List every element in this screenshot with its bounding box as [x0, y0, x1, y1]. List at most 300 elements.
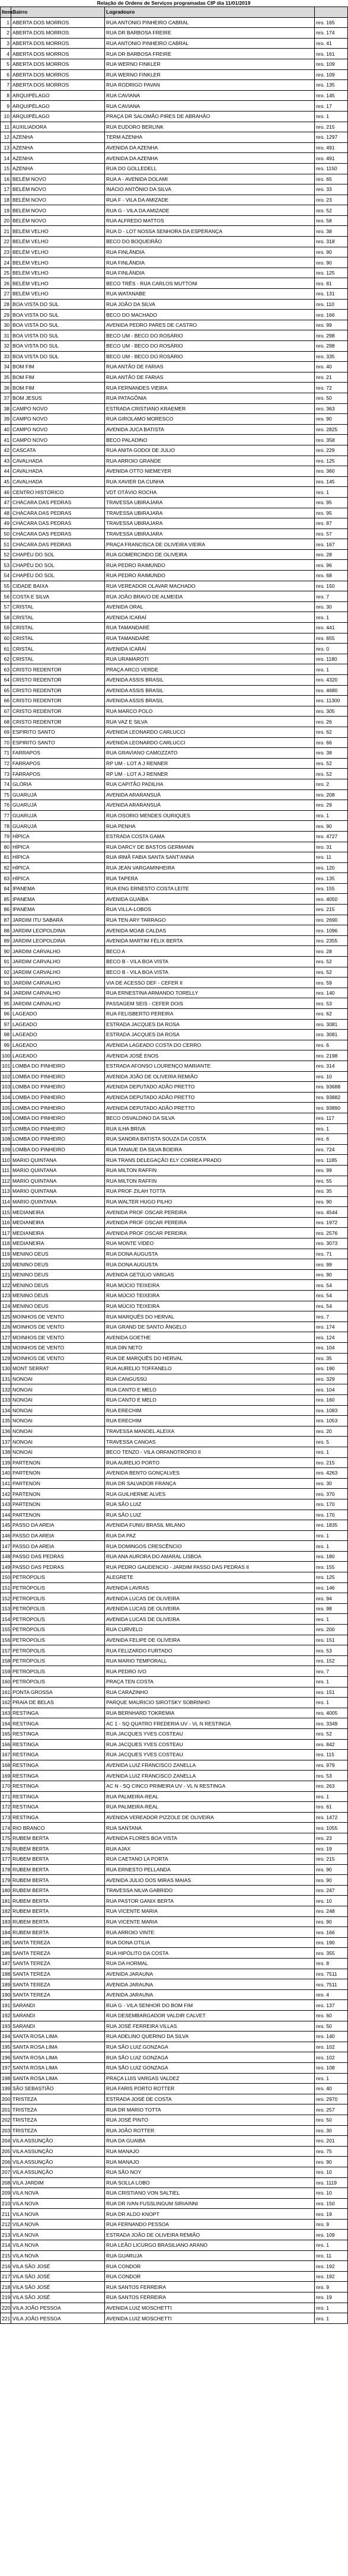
cell-item: 100 — [1, 1050, 11, 1061]
cell-item: 184 — [1, 1927, 11, 1938]
table-row — [1, 1791, 348, 1802]
cell-logradouro: AVENIDA ICARAÍ — [105, 644, 315, 654]
cell-bairro: HÍPICA — [11, 831, 105, 842]
cell-item: 143 — [1, 1499, 11, 1510]
cell-numero: nro. 165 — [315, 17, 348, 28]
table-row — [1, 644, 348, 654]
table-row — [1, 414, 348, 425]
cell-logradouro: RUA SÃO LUIZ GONZAGA — [105, 2052, 315, 2063]
cell-item: 162 — [1, 1698, 11, 1708]
cell-bairro: NONOAI — [11, 1447, 105, 1457]
cell-bairro: RUBEM BERTA — [11, 1916, 105, 1927]
cell-numero: nro. 65 — [315, 174, 348, 184]
cell-numero: nro. 2825 — [315, 424, 348, 435]
table-row — [1, 717, 348, 727]
cell-logradouro: RUA CAETANO LA PORTA — [105, 1854, 315, 1865]
cell-item: 108 — [1, 1134, 11, 1145]
cell-bairro: RESTINGA — [11, 1708, 105, 1718]
cell-bairro: MENINO DEUS — [11, 1301, 105, 1311]
cell-item: 53 — [1, 560, 11, 571]
cell-item: 180 — [1, 1885, 11, 1896]
cell-logradouro: AVENIDA DEPUTADO ADÃO PRETTO — [105, 1092, 315, 1103]
table-row — [1, 1332, 348, 1343]
cell-logradouro: RUA GOMERCINDO DE OLIVEIRA — [105, 549, 315, 560]
cell-item: 87 — [1, 915, 11, 925]
cell-numero: nro. 19 — [315, 2292, 348, 2303]
cell-numero: nro. 200 — [315, 1625, 348, 1635]
table-row — [1, 2313, 348, 2324]
cell-logradouro: RUA DR BARBOSA FREIRE — [105, 28, 315, 39]
cell-bairro: VILA JARDIM — [11, 2177, 105, 2188]
cell-bairro: CAMPO NOVO — [11, 414, 105, 425]
cell-bairro: JARDIM ITU SABARÁ — [11, 915, 105, 925]
cell-logradouro: RUA MÚCIO TEIXEIRA — [105, 1280, 315, 1291]
cell-logradouro: RUA SÃO LUIZ GONZAGA — [105, 2042, 315, 2052]
cell-numero: nro. 1150 — [315, 163, 348, 174]
table-row — [1, 497, 348, 508]
cell-item: 85 — [1, 894, 11, 905]
cell-bairro: BOM FIM — [11, 362, 105, 372]
table-row — [1, 1499, 348, 1510]
cell-logradouro: RUA PEDRO RAIMUNDO — [105, 571, 315, 581]
cell-item: 31 — [1, 330, 11, 341]
cell-numero: nro. 370 — [315, 1489, 348, 1499]
cell-bairro: LAGEADO — [11, 1030, 105, 1040]
cell-item: 146 — [1, 1530, 11, 1541]
cell-bairro: SANTA ROSA LIMA — [11, 2062, 105, 2073]
table-row — [1, 49, 348, 59]
cell-item: 4 — [1, 49, 11, 59]
table-row — [1, 1040, 348, 1050]
table-row — [1, 831, 348, 842]
cell-numero: nro. 4005 — [315, 1708, 348, 1718]
cell-numero: nro. 20 — [315, 1426, 348, 1437]
table-row — [1, 789, 348, 800]
cell-item: 141 — [1, 1478, 11, 1489]
cell-numero: nro. 174 — [315, 1322, 348, 1332]
cell-numero: nro. 30 — [315, 2125, 348, 2136]
cell-numero: nro. 71 — [315, 1249, 348, 1259]
cell-numero: nro. 2 — [315, 779, 348, 789]
cell-bairro: SANTA TEREZA — [11, 1989, 105, 2000]
table-row — [1, 810, 348, 821]
cell-bairro: CRISTAL — [11, 644, 105, 654]
cell-numero: nro. 229 — [315, 445, 348, 456]
cell-item: 214 — [1, 2240, 11, 2251]
cell-numero: nro. 90 — [315, 1269, 348, 1280]
table-row — [1, 977, 348, 988]
cell-logradouro: RUA PROF ZILAH TOTTA — [105, 1186, 315, 1197]
cell-numero: nro. 35 — [315, 1353, 348, 1364]
cell-item: 34 — [1, 362, 11, 372]
cell-logradouro: RUA WERNO FINKLER — [105, 59, 315, 69]
cell-item: 215 — [1, 2250, 11, 2261]
cell-numero: nro. 146 — [315, 1582, 348, 1593]
table-row — [1, 1301, 348, 1311]
cell-logradouro: RUA ERECHIM — [105, 1416, 315, 1426]
cell-numero: nro. 441 — [315, 623, 348, 633]
table-row — [1, 1113, 348, 1123]
table-row — [1, 195, 348, 205]
table-row — [1, 915, 348, 925]
cell-logradouro: TRAVESSA UBIRAJARA — [105, 518, 315, 529]
cell-logradouro: AVENIDA LUCAS DE OLIVEIRA — [105, 1593, 315, 1604]
cell-logradouro: RUA ANA AURORA DO AMARAL LISBOA — [105, 1551, 315, 1562]
cell-logradouro: AVENIDA PROF OSCAR PEREIRA — [105, 1207, 315, 1218]
cell-numero: nro. 7511 — [315, 1969, 348, 1979]
table-row — [1, 226, 348, 237]
cell-numero: nro. 4050 — [315, 894, 348, 905]
cell-item: 194 — [1, 2031, 11, 2042]
cell-logradouro: RUA AURELIO TOFFANELO — [105, 1364, 315, 1374]
cell-numero: nro. 125 — [315, 268, 348, 278]
table-row — [1, 310, 348, 320]
cell-item: 200 — [1, 2094, 11, 2104]
table-row — [1, 38, 348, 49]
cell-bairro: MOINHOS DE VENTO — [11, 1311, 105, 1322]
cell-numero: nro. 8 — [315, 1959, 348, 1969]
cell-bairro: FARRAPOS — [11, 748, 105, 759]
cell-logradouro: RUA JEAN VARGAMINHEIRA — [105, 862, 315, 873]
table-row — [1, 1760, 348, 1771]
cell-item: 153 — [1, 1603, 11, 1614]
cell-bairro: BELÉM NOVO — [11, 174, 105, 184]
cell-logradouro: RUA F - VILA DA AMIZADE — [105, 195, 315, 205]
cell-logradouro: RUA JACQUES YVES COSTEAU — [105, 1728, 315, 1739]
cell-numero: nro. 335 — [315, 351, 348, 362]
cell-numero: nro. 120 — [315, 862, 348, 873]
cell-logradouro: AVENIDA PROF OSCAR PEREIRA — [105, 1217, 315, 1228]
cell-item: 179 — [1, 1875, 11, 1886]
table-row — [1, 2115, 348, 2125]
cell-bairro: CHÁCARA DAS PEDRAS — [11, 497, 105, 508]
table-row — [1, 435, 348, 445]
cell-item: 136 — [1, 1426, 11, 1437]
cell-item: 137 — [1, 1437, 11, 1447]
cell-item: 46 — [1, 487, 11, 498]
cell-bairro: PASSO DA AREIA — [11, 1541, 105, 1552]
cell-logradouro: RUA DR MARIO TOTTA — [105, 2104, 315, 2115]
table-row — [1, 894, 348, 905]
cell-numero: nro. 1835 — [315, 1520, 348, 1531]
cell-bairro: MARIO QUINTANA — [11, 1165, 105, 1176]
cell-item: 127 — [1, 1332, 11, 1343]
cell-item: 30 — [1, 320, 11, 330]
table-row — [1, 2303, 348, 2313]
cell-numero: nro. 17 — [315, 101, 348, 112]
cell-logradouro: AVENIDA ARARANSUÁ — [105, 789, 315, 800]
cell-logradouro: RUA URAMAROTI — [105, 654, 315, 664]
cell-item: 44 — [1, 466, 11, 477]
table-row — [1, 528, 348, 539]
cell-item: 32 — [1, 341, 11, 352]
table-row — [1, 852, 348, 863]
table-row — [1, 1728, 348, 1739]
cell-bairro: CAMPO NOVO — [11, 435, 105, 445]
cell-bairro: CHÁCARA DAS PEDRAS — [11, 518, 105, 529]
cell-bairro: CIDADE BAIXA — [11, 581, 105, 591]
cell-numero: nro. 6 — [315, 1040, 348, 1050]
table-row — [1, 1666, 348, 1677]
cell-item: 21 — [1, 226, 11, 237]
table-row — [1, 1582, 348, 1593]
cell-item: 43 — [1, 456, 11, 466]
table-row — [1, 69, 348, 80]
cell-numero: nro. 151 — [315, 1635, 348, 1645]
cell-numero: nro. 137 — [315, 2000, 348, 2011]
cell-logradouro: RUA DESEMBARGADOR VALDIR CALVET — [105, 2011, 315, 2021]
cell-item: 121 — [1, 1269, 11, 1280]
table-row — [1, 1394, 348, 1405]
cell-numero: nro. 59 — [315, 977, 348, 988]
cell-numero: nro. 2690 — [315, 915, 348, 925]
cell-bairro: MOINHOS DE VENTO — [11, 1343, 105, 1354]
cell-item: 16 — [1, 174, 11, 184]
table-row — [1, 539, 348, 550]
cell-item: 45 — [1, 476, 11, 487]
table-row — [1, 466, 348, 477]
cell-bairro: IPANEMA — [11, 894, 105, 905]
cell-item: 193 — [1, 2021, 11, 2031]
cell-item: 47 — [1, 497, 11, 508]
table-row — [1, 1144, 348, 1155]
table-row — [1, 1812, 348, 1823]
cell-numero: nro. 1096 — [315, 925, 348, 936]
cell-item: 111 — [1, 1165, 11, 1176]
cell-numero: nro. 724 — [315, 1144, 348, 1155]
cell-numero: nro. 90 — [315, 2157, 348, 2167]
table-row — [1, 873, 348, 884]
cell-logradouro: PRAÇA ARCO VERDE — [105, 664, 315, 675]
cell-item: 148 — [1, 1551, 11, 1562]
cell-numero: nro. 2198 — [315, 1050, 348, 1061]
cell-logradouro: RUA DONA AUGUSTA — [105, 1259, 315, 1270]
cell-numero: nro. 99 — [315, 1259, 348, 1270]
cell-item: 75 — [1, 789, 11, 800]
cell-logradouro: RUA MARIO TEMPORALL — [105, 1655, 315, 1666]
table-row — [1, 1155, 348, 1166]
cell-item: 181 — [1, 1896, 11, 1906]
cell-bairro: MOINHOS DE VENTO — [11, 1332, 105, 1343]
table-row — [1, 2292, 348, 2303]
cell-bairro: JARDIM CARVALHO — [11, 977, 105, 988]
table-row — [1, 1937, 348, 1948]
cell-bairro: ARQUIPÉLAGO — [11, 111, 105, 122]
cell-logradouro: RUA AJAX — [105, 1843, 315, 1854]
cell-numero: nro. 1 — [315, 664, 348, 675]
cell-bairro: VILA ASSUNÇÃO — [11, 2146, 105, 2157]
cell-numero: nro. 117 — [315, 1113, 348, 1123]
cell-bairro: LOMBA DO PINHEIRO — [11, 1061, 105, 1071]
cell-item: 171 — [1, 1791, 11, 1802]
cell-numero: nro. 104 — [315, 1384, 348, 1395]
cell-logradouro: RUA JOÃO BRAVO DE ALMEIDA — [105, 591, 315, 602]
cell-bairro: ABERTA DOS MORROS — [11, 80, 105, 91]
table-row — [1, 1259, 348, 1270]
cell-numero: nro. 26 — [315, 717, 348, 727]
cell-item: 159 — [1, 1666, 11, 1677]
cell-bairro: GLÓRIA — [11, 779, 105, 789]
cell-logradouro: AVENIDA BENTO GONÇALVES — [105, 1468, 315, 1479]
table-row — [1, 2021, 348, 2031]
cell-logradouro: RUA SÃO LUIZ — [105, 1510, 315, 1520]
cell-numero: nro. 1 — [315, 1698, 348, 1708]
cell-numero: nro. 52 — [315, 205, 348, 216]
table-row — [1, 1771, 348, 1781]
cell-item: 83 — [1, 873, 11, 884]
cell-bairro: PETRÓPOLIS — [11, 1582, 105, 1593]
cell-numero: nro. 140 — [315, 2031, 348, 2042]
cell-bairro: FARRAPOS — [11, 758, 105, 769]
cell-logradouro: AVENIDA FLORES BOA VISTA — [105, 1833, 315, 1843]
cell-logradouro: PRAÇA FRANCISCA DE OLIVEIRA VIEIRA — [105, 539, 315, 550]
cell-bairro: CAMPO NOVO — [11, 424, 105, 435]
table-row — [1, 957, 348, 967]
cell-logradouro: RUA SANTANA — [105, 1823, 315, 1833]
table-row — [1, 111, 348, 122]
cell-item: 58 — [1, 612, 11, 623]
table-row — [1, 1207, 348, 1218]
cell-numero: nro. 491 — [315, 153, 348, 164]
cell-item: 50 — [1, 528, 11, 539]
table-row — [1, 59, 348, 69]
cell-logradouro: AVENIDA GETÚLIO VARGAS — [105, 1269, 315, 1280]
cell-item: 20 — [1, 215, 11, 226]
cell-numero: nro. 4544 — [315, 1207, 348, 1218]
cell-item: 40 — [1, 424, 11, 435]
cell-numero: nro. 28 — [315, 946, 348, 957]
cell-item: 192 — [1, 2011, 11, 2021]
table-row — [1, 1249, 348, 1259]
cell-bairro: JARDIM CARVALHO — [11, 946, 105, 957]
table-row — [1, 1416, 348, 1426]
table-row — [1, 1269, 348, 1280]
cell-bairro: HÍPICA — [11, 862, 105, 873]
cell-bairro: ABERTA DOS MORROS — [11, 49, 105, 59]
cell-item: 77 — [1, 810, 11, 821]
cell-bairro: NONOAI — [11, 1384, 105, 1395]
cell-numero: nro. 55 — [315, 1176, 348, 1186]
table-row — [1, 247, 348, 257]
cell-bairro: LOMBA DO PINHEIRO — [11, 1103, 105, 1113]
table-row — [1, 90, 348, 101]
cell-numero: nro. 152 — [315, 1655, 348, 1666]
service-orders-table — [0, 7, 348, 2324]
cell-logradouro: RUA MILTON RAFFIN — [105, 1165, 315, 1176]
cell-bairro: RUBEM BERTA — [11, 1927, 105, 1938]
table-row — [1, 1478, 348, 1489]
cell-numero: nro. 192 — [315, 2271, 348, 2282]
table-row — [1, 174, 348, 184]
table-row — [1, 1165, 348, 1176]
cell-numero: nro. 145 — [315, 90, 348, 101]
cell-item: 221 — [1, 2313, 11, 2324]
cell-logradouro: AVENIDA LUIZ MOSCHETTI — [105, 2313, 315, 2324]
cell-item: 165 — [1, 1728, 11, 1739]
table-row — [1, 393, 348, 403]
table-row — [1, 2042, 348, 2052]
cell-bairro: AZENHA — [11, 163, 105, 174]
cell-numero: nro. 166 — [315, 310, 348, 320]
cell-bairro: BOA VISTA DO SUL — [11, 341, 105, 352]
cell-numero: nro. 35 — [315, 1186, 348, 1197]
table-row — [1, 2230, 348, 2240]
cell-logradouro: ESTRADA AFONSO LOURENÇO MARIANTE — [105, 1061, 315, 1071]
cell-bairro: VILA NOVA — [11, 2240, 105, 2251]
cell-numero: nro. 99 — [315, 1165, 348, 1176]
cell-logradouro: RUA MILTON RAFFIN — [105, 1176, 315, 1186]
cell-logradouro: RUA ANTONIO PINHEIRO CABRAL — [105, 38, 315, 49]
cell-logradouro: PRAÇA LUIS VARGAS VALDEZ — [105, 2073, 315, 2084]
cell-logradouro: BECO DO MACHADO — [105, 310, 315, 320]
table-row — [1, 341, 348, 352]
cell-logradouro: AVENIDA ICARAÍ — [105, 612, 315, 623]
cell-numero: nro. 1119 — [315, 2177, 348, 2188]
cell-logradouro: RUA SÃO LUIZ GONZAGA — [105, 2062, 315, 2073]
cell-logradouro: AVENIDA DEPUTADO ADÃO PRETTO — [105, 1103, 315, 1113]
cell-logradouro: ESTRADA JOÃO DE OLIVEIRA REMIÃO — [105, 2230, 315, 2240]
cell-item: 220 — [1, 2303, 11, 2313]
cell-numero: nro. 30 — [315, 1478, 348, 1489]
cell-logradouro: PARQUE MAURICIO SIROTSKY SOBRINHO — [105, 1698, 315, 1708]
cell-item: 39 — [1, 414, 11, 425]
cell-logradouro: RUA ARROIO GRANDE — [105, 456, 315, 466]
table-row — [1, 101, 348, 112]
table-row — [1, 758, 348, 769]
cell-numero: nro. 298 — [315, 330, 348, 341]
cell-numero: nro. 7 — [315, 1666, 348, 1677]
cell-bairro: PARTENON — [11, 1510, 105, 1520]
cell-numero: nro. 54 — [315, 1301, 348, 1311]
cell-numero: nro. 72 — [315, 383, 348, 393]
table-row — [1, 508, 348, 518]
cell-numero: nro. 1 — [315, 1447, 348, 1457]
cell-logradouro: AC N - SQ CINCO PRIMEIRA UV - VL N RESTINGA — [105, 1781, 315, 1791]
cell-logradouro: RUA TAPERA — [105, 873, 315, 884]
cell-logradouro: RUA PEDRO GAUDENCIO - JARDIM PASSO DAS PEDRAS II — [105, 1562, 315, 1572]
cell-numero: nro. 160 — [315, 1394, 348, 1405]
cell-item: 201 — [1, 2104, 11, 2115]
header-numero — [315, 7, 348, 18]
cell-logradouro: AVENIDA JOSÉ ENOS — [105, 1050, 315, 1061]
table-row — [1, 1614, 348, 1625]
cell-bairro: BELÉM NOVO — [11, 195, 105, 205]
table-row — [1, 205, 348, 216]
cell-bairro: LAGEADO — [11, 1050, 105, 1061]
cell-numero: nro. 93890 — [315, 1103, 348, 1113]
cell-bairro: AZENHA — [11, 142, 105, 153]
cell-bairro: HÍPICA — [11, 842, 105, 852]
cell-logradouro: RUA TANAUE DA SILVA BOEIRA — [105, 1144, 315, 1155]
cell-logradouro: RUA DR IVAN FUSSLINGUM SIRIAINNI — [105, 2198, 315, 2209]
cell-logradouro: AVENIDA MOAB CALDAS — [105, 925, 315, 936]
cell-numero: nro. 23 — [315, 195, 348, 205]
cell-item: 54 — [1, 571, 11, 581]
cell-logradouro: AVENIDA JARAUNA — [105, 1979, 315, 1990]
cell-logradouro: RUA GRAVIANO CAMOZZATO — [105, 748, 315, 759]
cell-logradouro: AVENIDA ASSIS BRASIL — [105, 685, 315, 696]
cell-numero: nro. 215 — [315, 905, 348, 915]
table-row — [1, 1217, 348, 1228]
cell-item: 96 — [1, 1009, 11, 1020]
cell-numero: nro. 247 — [315, 1885, 348, 1896]
cell-bairro: JARDIM CARVALHO — [11, 957, 105, 967]
cell-numero: nro. 40 — [315, 362, 348, 372]
table-row — [1, 1959, 348, 1969]
table-row — [1, 1603, 348, 1614]
cell-bairro: AZENHA — [11, 153, 105, 164]
cell-bairro: BOA VISTA DO SUL — [11, 330, 105, 341]
